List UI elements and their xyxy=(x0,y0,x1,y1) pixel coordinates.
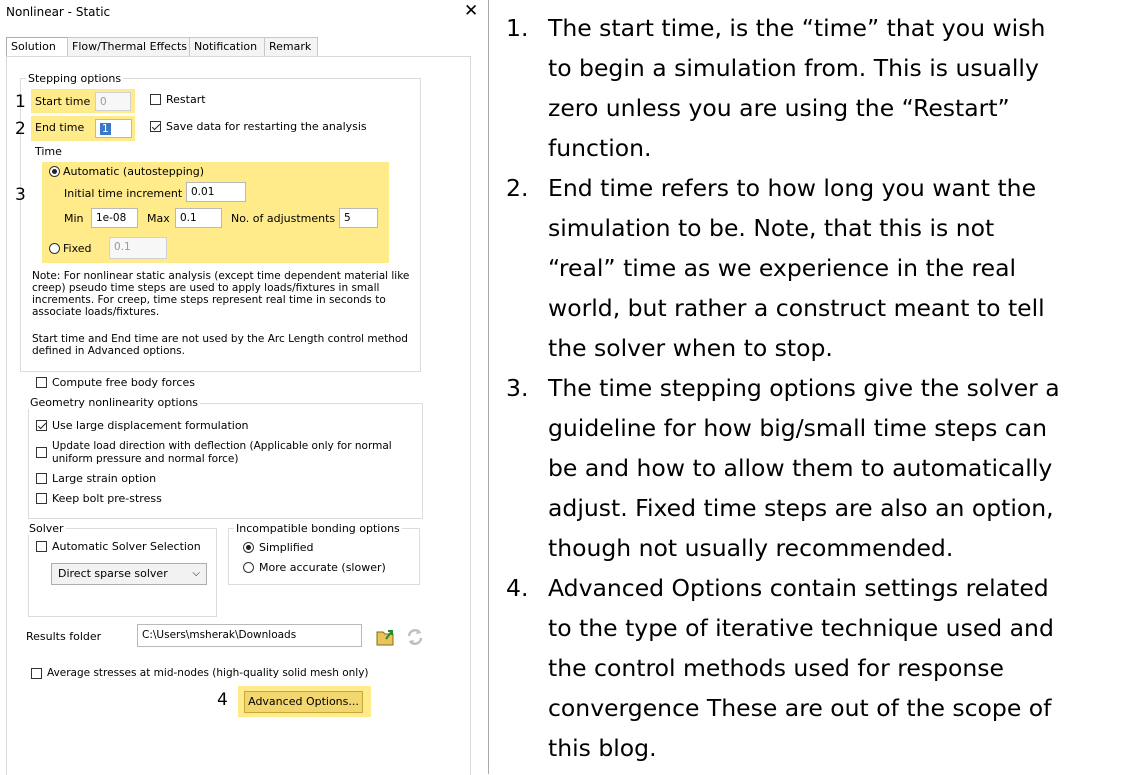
item-line: convergence These are out of the scope of xyxy=(548,694,1052,722)
max-field[interactable]: 0.1 xyxy=(175,208,222,228)
nonlinear-static-dialog xyxy=(0,0,489,774)
close-icon[interactable]: ✕ xyxy=(464,1,479,21)
results-folder-label: Results folder xyxy=(26,630,102,643)
large-displacement-checkbox[interactable] xyxy=(36,420,47,431)
tab-solution[interactable]: Solution xyxy=(6,37,68,57)
explanation-item xyxy=(500,568,1135,768)
item-line: be and how to allow them to automatically xyxy=(548,454,1053,482)
item-line: function. xyxy=(548,134,652,162)
item-line: guideline for how big/small time steps can xyxy=(548,414,1048,442)
average-stresses-label: Average stresses at mid-nodes (high-quality solid mesh only) xyxy=(47,667,369,679)
item-line: world, but rather a construct meant to tell xyxy=(548,294,1045,322)
end-time-field[interactable] xyxy=(95,119,132,138)
more-accurate-label: More accurate (slower) xyxy=(259,561,386,574)
item-line: the control methods used for response xyxy=(548,654,1004,682)
callout-1: 1 xyxy=(15,92,26,112)
item-line: simulation to be. Note, that this is not xyxy=(548,214,995,242)
restart-checkbox[interactable] xyxy=(150,94,161,105)
item-line: zero unless you are using the “Restart” xyxy=(548,94,1010,122)
item-number: 3. xyxy=(506,374,529,402)
item-line: adjust. Fixed time steps are also an option, xyxy=(548,494,1054,522)
callout-4: 4 xyxy=(217,690,228,710)
min-label: Min xyxy=(64,212,84,225)
compute-free-body-checkbox[interactable] xyxy=(36,377,47,388)
explanation-item xyxy=(500,168,1135,368)
bonding-group xyxy=(228,528,420,585)
simplified-label: Simplified xyxy=(259,541,314,554)
average-stresses-checkbox[interactable] xyxy=(31,668,42,679)
fixed-label: Fixed xyxy=(63,242,92,255)
item-line: Advanced Options contain settings related xyxy=(548,574,1049,602)
item-line: The time stepping options give the solver a xyxy=(548,374,1060,402)
min-field[interactable]: 1e-08 xyxy=(91,208,138,228)
fixed-field[interactable]: 0.1 xyxy=(109,237,167,259)
large-displacement-label: Use large displacement formulation xyxy=(52,419,249,432)
tab-flow-thermal[interactable]: Flow/Thermal Effects xyxy=(67,37,191,56)
adjustments-label: No. of adjustments xyxy=(231,212,336,225)
update-load-line1: Update load direction with deflection (Applicable only for normal xyxy=(52,440,392,452)
advanced-options-button[interactable]: Advanced Options... xyxy=(244,691,363,713)
update-load-label xyxy=(52,440,392,466)
bonding-label: Incompatible bonding options xyxy=(236,522,400,535)
note2-text xyxy=(32,333,408,357)
solver-label: Solver xyxy=(29,522,64,535)
item-line: the solver when to stop. xyxy=(548,334,833,362)
auto-solver-checkbox[interactable] xyxy=(36,541,47,552)
automatic-label: Automatic (autostepping) xyxy=(63,165,205,178)
results-folder-field[interactable]: C:\Users\msherak\Downloads xyxy=(137,624,362,647)
restart-label: Restart xyxy=(166,93,206,106)
automatic-radio[interactable] xyxy=(49,166,60,177)
item-number: 2. xyxy=(506,174,529,202)
solver-select[interactable] xyxy=(51,563,207,585)
callout-2: 2 xyxy=(15,119,26,139)
note-text xyxy=(32,270,409,318)
callout-3: 3 xyxy=(15,185,26,205)
tab-notification[interactable]: Notification xyxy=(189,37,267,56)
more-accurate-radio[interactable] xyxy=(243,562,254,573)
dialog-title: Nonlinear - Static xyxy=(6,5,111,19)
start-time-field[interactable]: 0 xyxy=(95,92,131,111)
update-load-checkbox[interactable] xyxy=(36,447,47,458)
initial-increment-label: Initial time increment xyxy=(64,187,183,200)
auto-solver-label: Automatic Solver Selection xyxy=(52,540,201,553)
adjustments-field[interactable]: 5 xyxy=(339,208,378,228)
compute-free-body-label: Compute free body forces xyxy=(52,376,195,389)
note2-line: Start time and End time are not used by the Arc Length control method xyxy=(32,333,408,345)
tab-remark[interactable]: Remark xyxy=(264,37,318,56)
item-number: 1. xyxy=(506,14,529,42)
update-load-line2: uniform pressure and normal force) xyxy=(52,453,239,465)
time-label: Time xyxy=(35,145,62,158)
simplified-radio[interactable] xyxy=(243,542,254,553)
save-data-checkbox[interactable] xyxy=(150,121,161,132)
note-line: creep) pseudo time steps are used to apply loads/fixtures in small xyxy=(32,282,380,294)
max-label: Max xyxy=(147,212,170,225)
note-line: Note: For nonlinear static analysis (except time dependent material like xyxy=(32,270,410,282)
keep-bolt-checkbox[interactable] xyxy=(36,493,47,504)
refresh-icon[interactable] xyxy=(405,627,425,647)
geometry-label: Geometry nonlinearity options xyxy=(30,396,199,409)
end-time-value: 1 xyxy=(102,123,109,135)
item-number: 4. xyxy=(506,574,529,602)
end-time-label: End time xyxy=(35,121,85,134)
large-strain-label: Large strain option xyxy=(52,472,157,485)
item-line: The start time, is the “time” that you wish xyxy=(548,14,1046,42)
explanation-item xyxy=(500,368,1135,568)
chevron-down-icon: ⌵ xyxy=(192,568,200,579)
item-line: to the type of iterative technique used and xyxy=(548,614,1054,642)
explanation-item xyxy=(500,8,1135,168)
browse-folder-icon[interactable] xyxy=(376,627,398,647)
item-line: though not usually recommended. xyxy=(548,534,954,562)
item-line: End time refers to how long you want the xyxy=(548,174,1037,202)
item-line: “real” time as we experience in the real xyxy=(548,254,1017,282)
stepping-options-label: Stepping options xyxy=(28,72,122,85)
note-line: increments. For creep, time steps represent real time in seconds to xyxy=(32,294,386,306)
item-line: this blog. xyxy=(548,734,657,762)
note-line: associate loads/fixtures. xyxy=(32,306,160,318)
fixed-radio[interactable] xyxy=(49,243,60,254)
solver-selected: Direct sparse solver xyxy=(58,567,168,580)
explanation-list xyxy=(500,8,1135,768)
note2-line: defined in Advanced options. xyxy=(32,345,185,357)
save-data-label: Save data for restarting the analysis xyxy=(166,120,367,133)
start-time-label: Start time xyxy=(35,95,91,108)
large-strain-checkbox[interactable] xyxy=(36,473,47,484)
initial-increment-field[interactable]: 0.01 xyxy=(186,182,246,202)
keep-bolt-label: Keep bolt pre-stress xyxy=(52,492,162,505)
item-line: to begin a simulation from. This is usually xyxy=(548,54,1039,82)
